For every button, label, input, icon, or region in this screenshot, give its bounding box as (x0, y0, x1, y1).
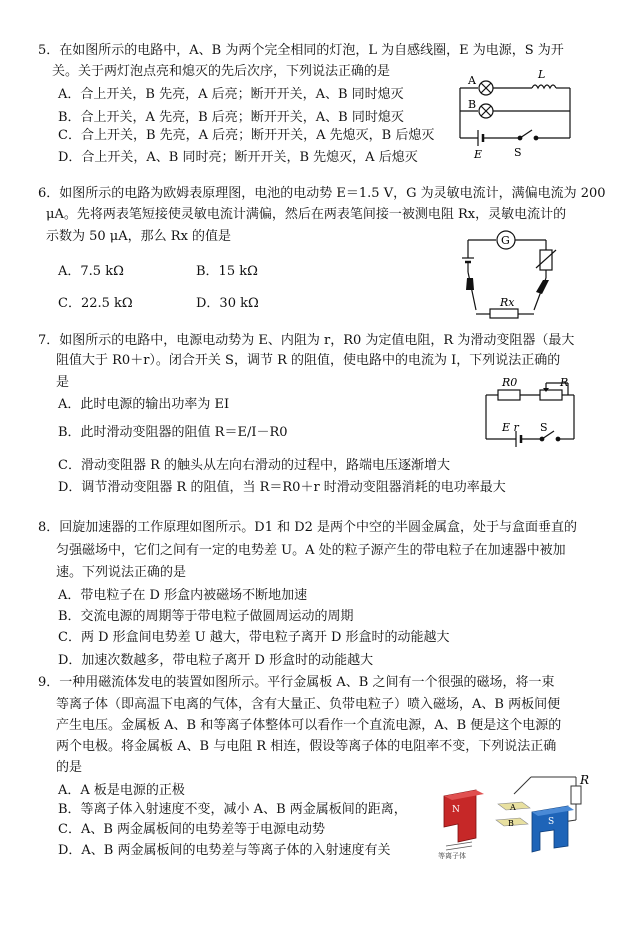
q5-label-a: A (468, 74, 476, 87)
q9-stem-line5: 的是 (56, 760, 83, 775)
q9-mhd-generator-figure (436, 772, 596, 860)
q5-option-d: D．合上开关，A、B 同时亮；断开开关，B 先熄灭，A 后熄灭 (58, 150, 418, 165)
q6-label-rx: Rx (500, 296, 515, 309)
q9-stem-line1: 9．一种用磁流体发电的装置如图所示。平行金属板 A、B 之间有一个很强的磁场，将一束 (38, 675, 555, 690)
q8-option-d: D．加速次数越多，带电粒子离开 D 形盒时的动能越大 (58, 653, 374, 668)
q9-option-c: C．A、B 两金属板间的电势差等于电源电动势 (58, 822, 326, 837)
q7-stem-line1: 7．如图所示的电路中，电源电动势为 E、内阻为 r，R0 为定值电阻，R 为滑动变阻器（最大 (38, 333, 575, 348)
q9-magnet-n-label: N (452, 805, 460, 815)
q7-stem-line3: 是 (56, 375, 70, 390)
q8-option-c: C．两 D 形盒间电势差 U 越大，带电粒子离开 D 形盒时的动能越大 (58, 630, 450, 645)
q5-label-l: L (538, 68, 546, 81)
q9-stem-line2: 等离子体（即高温下电离的气体，含有大量正、负带电粒子）喷入磁场，A、B 两板间便 (56, 697, 561, 712)
q7-option-b: B．此时滑动变阻器的阻值 R＝E/I－R0 (58, 425, 288, 440)
q7-label-s: S (540, 421, 548, 434)
q8-stem-line3: 速。下列说法正确的是 (56, 565, 187, 580)
q5-circuit-figure (448, 66, 578, 166)
q6-ohmmeter-figure (450, 228, 570, 323)
q5-option-c: C．合上开关，B 先亮，A 后亮；断开开关，A 先熄灭，B 后熄灭 (58, 128, 435, 143)
q8-stem-line2: 匀强磁场中，它们之间有一定的电势差 U。A 处的粒子源产生的带电粒子在加速器中被加 (56, 543, 566, 558)
q7-label-er: E r (502, 421, 519, 434)
q6-option-b: B．15 kΩ (196, 264, 258, 279)
q9-option-b: B．等离子体入射速度不变，减小 A、B 两金属板间的距离， (58, 802, 407, 817)
q5-label-e: E (474, 148, 483, 161)
q5-stem-line1: 5．在如图所示的电路中，A、B 为两个完全相同的灯泡，L 为自感线圈，E 为电源，S 为开 (38, 43, 564, 58)
q8-option-a: A．带电粒子在 D 形盒内被磁场不断地加速 (58, 588, 308, 603)
q8-stem-line1: 8．回旋加速器的工作原理如图所示。D1 和 D2 是两个中空的半圆金属盒，处于与盒面垂直的 (38, 520, 578, 535)
q5-label-s: S (514, 146, 522, 159)
q9-plate-a-label: A (510, 803, 516, 812)
q6-option-c: C．22.5 kΩ (58, 296, 133, 311)
q6-option-a: A．7.5 kΩ (58, 264, 124, 279)
q5-label-b: B (468, 98, 477, 111)
q7-label-r: R (560, 376, 569, 389)
q7-option-c: C．滑动变阻器 R 的触头从左向右滑动的过程中，路端电压逐渐增大 (58, 458, 450, 473)
q5-option-b: B．合上开关，A 先亮，B 后亮；断开开关，A、B 同时熄灭 (58, 110, 404, 125)
q5-option-a: A．合上开关，B 先亮，A 后亮；断开开关，A、B 同时熄灭 (58, 87, 404, 102)
q9-resistor-r-label: R (580, 773, 590, 787)
q9-plasma-label: 等离子体 (438, 852, 466, 860)
q7-option-a: A．此时电源的输出功率为 EI (58, 397, 230, 412)
q9-magnet-s-label: S (548, 817, 555, 827)
q9-option-a: A．A 板是电源的正极 (58, 783, 185, 798)
q7-option-d: D．调节滑动变阻器 R 的阻值，当 R＝R0＋r 时滑动变阻器消耗的电功率最大 (58, 480, 506, 495)
q8-option-b: B．交流电源的周期等于带电粒子做圆周运动的周期 (58, 609, 354, 624)
q6-label-g: G (501, 234, 510, 247)
q9-stem-line4: 两个电极。将金属板 A、B 与电阻 R 相连，假设等离子体的电阻率不变，下列说法正确 (56, 739, 557, 754)
q7-stem-line2: 阻值大于 R0＋r）。闭合开关 S，调节 R 的阻值，使电路中的电流为 I，下列说法正确的 (56, 353, 561, 368)
q6-option-d: D．30 kΩ (196, 296, 259, 311)
q7-label-r0: R0 (502, 376, 518, 389)
q6-stem-line1: 6．如图所示的电路为欧姆表原理图，电池的电动势 E＝1.5 V，G 为灵敏电流计，满偏电流为 200 (38, 186, 606, 201)
q6-stem-line3: 示数为 50 μA，那么 Rx 的值是 (46, 229, 232, 244)
q5-stem-line2: 关。关于两灯泡点亮和熄灭的先后次序，下列说法正确的是 (52, 64, 391, 79)
q9-plate-b-label: B (508, 819, 514, 828)
q7-circuit-figure (480, 373, 580, 448)
q9-stem-line3: 产生电压。金属板 A、B 和等离子体整体可以看作一个直流电源，A、B 便是这个电源的 (56, 718, 562, 733)
q6-stem-line2: μA。先将两表笔短接使灵敏电流计满偏，然后在两表笔间接一被测电阻 Rx，灵敏电流计的 (46, 207, 567, 222)
q9-option-d: D．A、B 两金属板间的电势差与等离子体的入射速度有关 (58, 843, 391, 858)
